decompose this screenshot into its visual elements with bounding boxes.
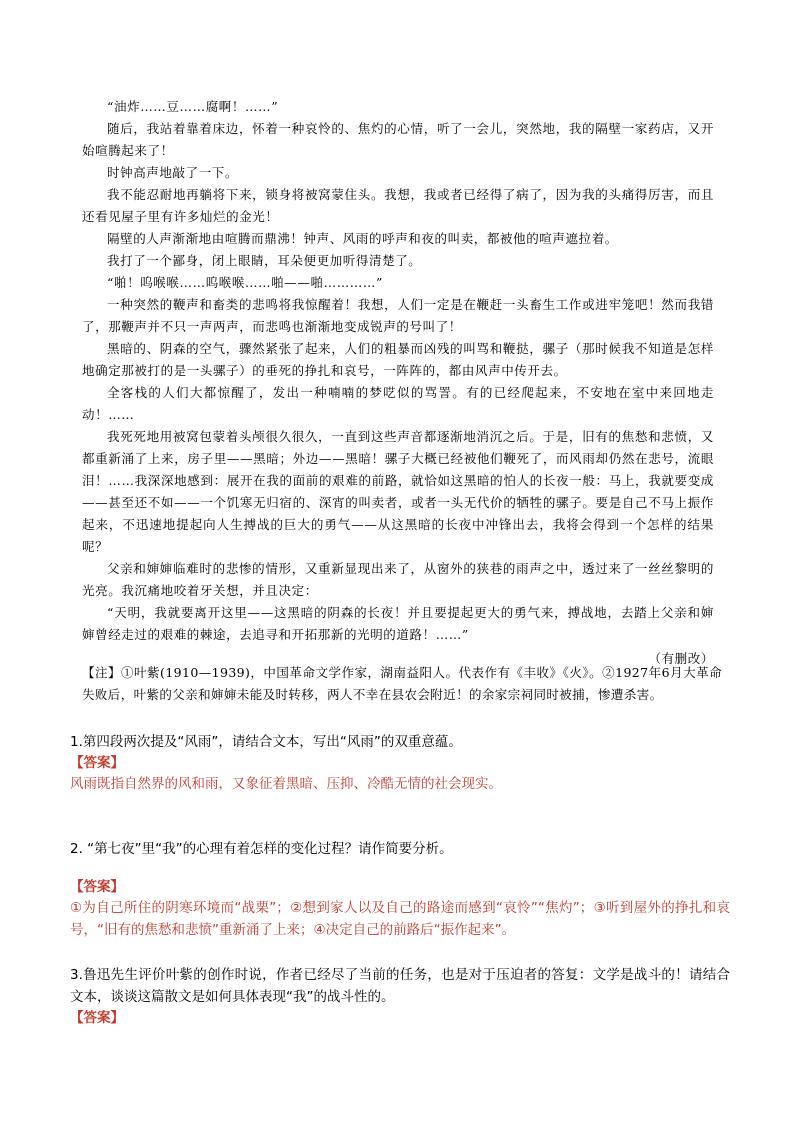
passage-paragraph-7: “啪！呜喉喉……呜喉喉……啪——啪…………” [107,275,383,290]
passage-paragraph-6: 我打了一个鄙身，闭上眼睛，耳朵便更加听得清楚了。 [107,253,422,268]
question-3-text: 3.鲁迅先生评价叶紫的创作时说，作者已经尽了当前的任务，也是对于压迫者的答复：文学是战斗的！请结合文本，谈谈这篇散文是如何具体表现“我”的战斗性的。 [70,967,730,1005]
answer-2-label: 【答案】 [70,879,124,895]
answer-1-label: 【答案】 [70,755,124,771]
passage-paragraph-4: 我不能忍耐地再躺将下来，锁身将被窝蒙住头。我想，我或者已经得了病了，因为我的头痛得厉害，而且还看见屋子里有许多灿烂的金光！ [82,187,714,224]
question-block-1 [70,731,730,795]
answer-1-text: 风雨既指自然界的风和雨，又象征着黑暗、压抑、冷酷无情的社会现实。 [70,776,502,792]
question-1-text: 1.第四段两次提及“风雨”，请结合文本，写出“风雨”的双重意蕴。 [70,734,462,750]
question-2-text: 2. “第七夜”里“我”的心理有着怎样的变化过程？请作简要分析。 [70,841,453,857]
passage-paragraph-13: “天明，我就要离开这里——这黑暗的阴森的长夜！并且要提起更大的勇气来，搏战地，去踏上父亲和婶婶曾经走过的艰难的棘途，去追寻和开拓那新的光明的道路！……” [82,605,714,642]
answer-2-text: ①为自己所住的阴寒环境而“战栗”；②想到家人以及自己的路途而感到“哀怜”“焦灼”；③听到屋外的挣扎和哀号，“旧有的焦愁和悲愤”重新涌了上来；④决定自己的前路后“振作起来”。 [70,900,730,938]
passage-paragraph-12: 父亲和婶婶临难时的悲惨的情形，又重新显现出来了，从窗外的狭巷的雨声之中，透过来了一丝丝黎明的光亮。我沉痛地咬着牙关想，并且决定： [82,561,714,598]
answer-3-label: 【答案】 [70,1010,124,1026]
passage-paragraph-8: 一种突然的鞭声和畜类的悲鸣将我惊醒着！我想，人们一定是在鞭赶一头畜生工作或进牢笼吧！然而我错了，那鞭声并不只一声两声，而悲鸣也渐渐地变成锐声的号叫了！ [82,297,714,334]
passage-paragraph-1: “油炸……豆……腐啊！……” [107,99,279,114]
passage-paragraph-11: 我死死地用被窝包蒙着头颅很久很久，一直到这些声音都逐渐地消沉之后。于是，旧有的焦愁和悲愤，又都重新涌了上来，房子里——黑暗；外边——黑暗！骡子大概已经被他们鞭死了，而风雨却仍然在悲号，流眼泪！……我深深地感到：展开在我的面前的艰难的前路，就恰如这黑暗的怕人的长夜一般：马上，我就要变成——甚至还不如——一个饥寒无归宿的、深宵的叫卖者，或者一头无代价的牺牲的骡子。要是自己不马上振作起来，不迅速地提起向人生搏战的巨大的勇气——从这黑暗的长夜中冲锋出去，我将会得到一个怎样的结果呢？ [82,429,714,554]
passage-paragraph-5: 隔壁的人声渐渐地由喧腾而鼎沸！钟声、风雨的呼声和夜的叫卖，都被他的喧声遮拉着。 [107,231,618,246]
passage-paragraph-10: 全客栈的人们大都惊醒了，发出一种喃喃的梦呓似的骂詈。有的已经爬起来，不安地在室中来回地走动！…… [82,385,714,422]
author-footnote: 【注】①叶紫(1910—1939)，中国革命文学作家，湖南益阳人。代表作有《丰收》《火》。②1927年6月大革命失败后，叶紫的父亲和婶婶未能及时转移，两人不幸在县农会附近！的余家宗祠同时被捕，惨遭杀害。 [82,665,722,702]
passage-paragraph-3: 时钟高声地敲了一下。 [107,165,239,180]
passage-paragraph-9: 黑暗的、阴森的空气，骤然紧张了起来，人们的粗暴而凶残的叫骂和鞭挞，骡子（那时候我不知道是怎样地确定那被打的是一头骡子）的垂死的挣扎和哀号，一阵阵的，都由风声中传开去。 [82,341,714,378]
question-block-2 [70,838,730,941]
passage-paragraph-2: 随后，我站着靠着床边，怀着一种哀怜的、焦灼的心情，听了一会儿，突然地，我的隔壁一家药店，又开始喧腾起来了！ [82,121,714,158]
passage-source-note: （有删改） [648,651,714,666]
question-block-3 [70,964,730,1028]
passage-excerpt [82,96,714,670]
